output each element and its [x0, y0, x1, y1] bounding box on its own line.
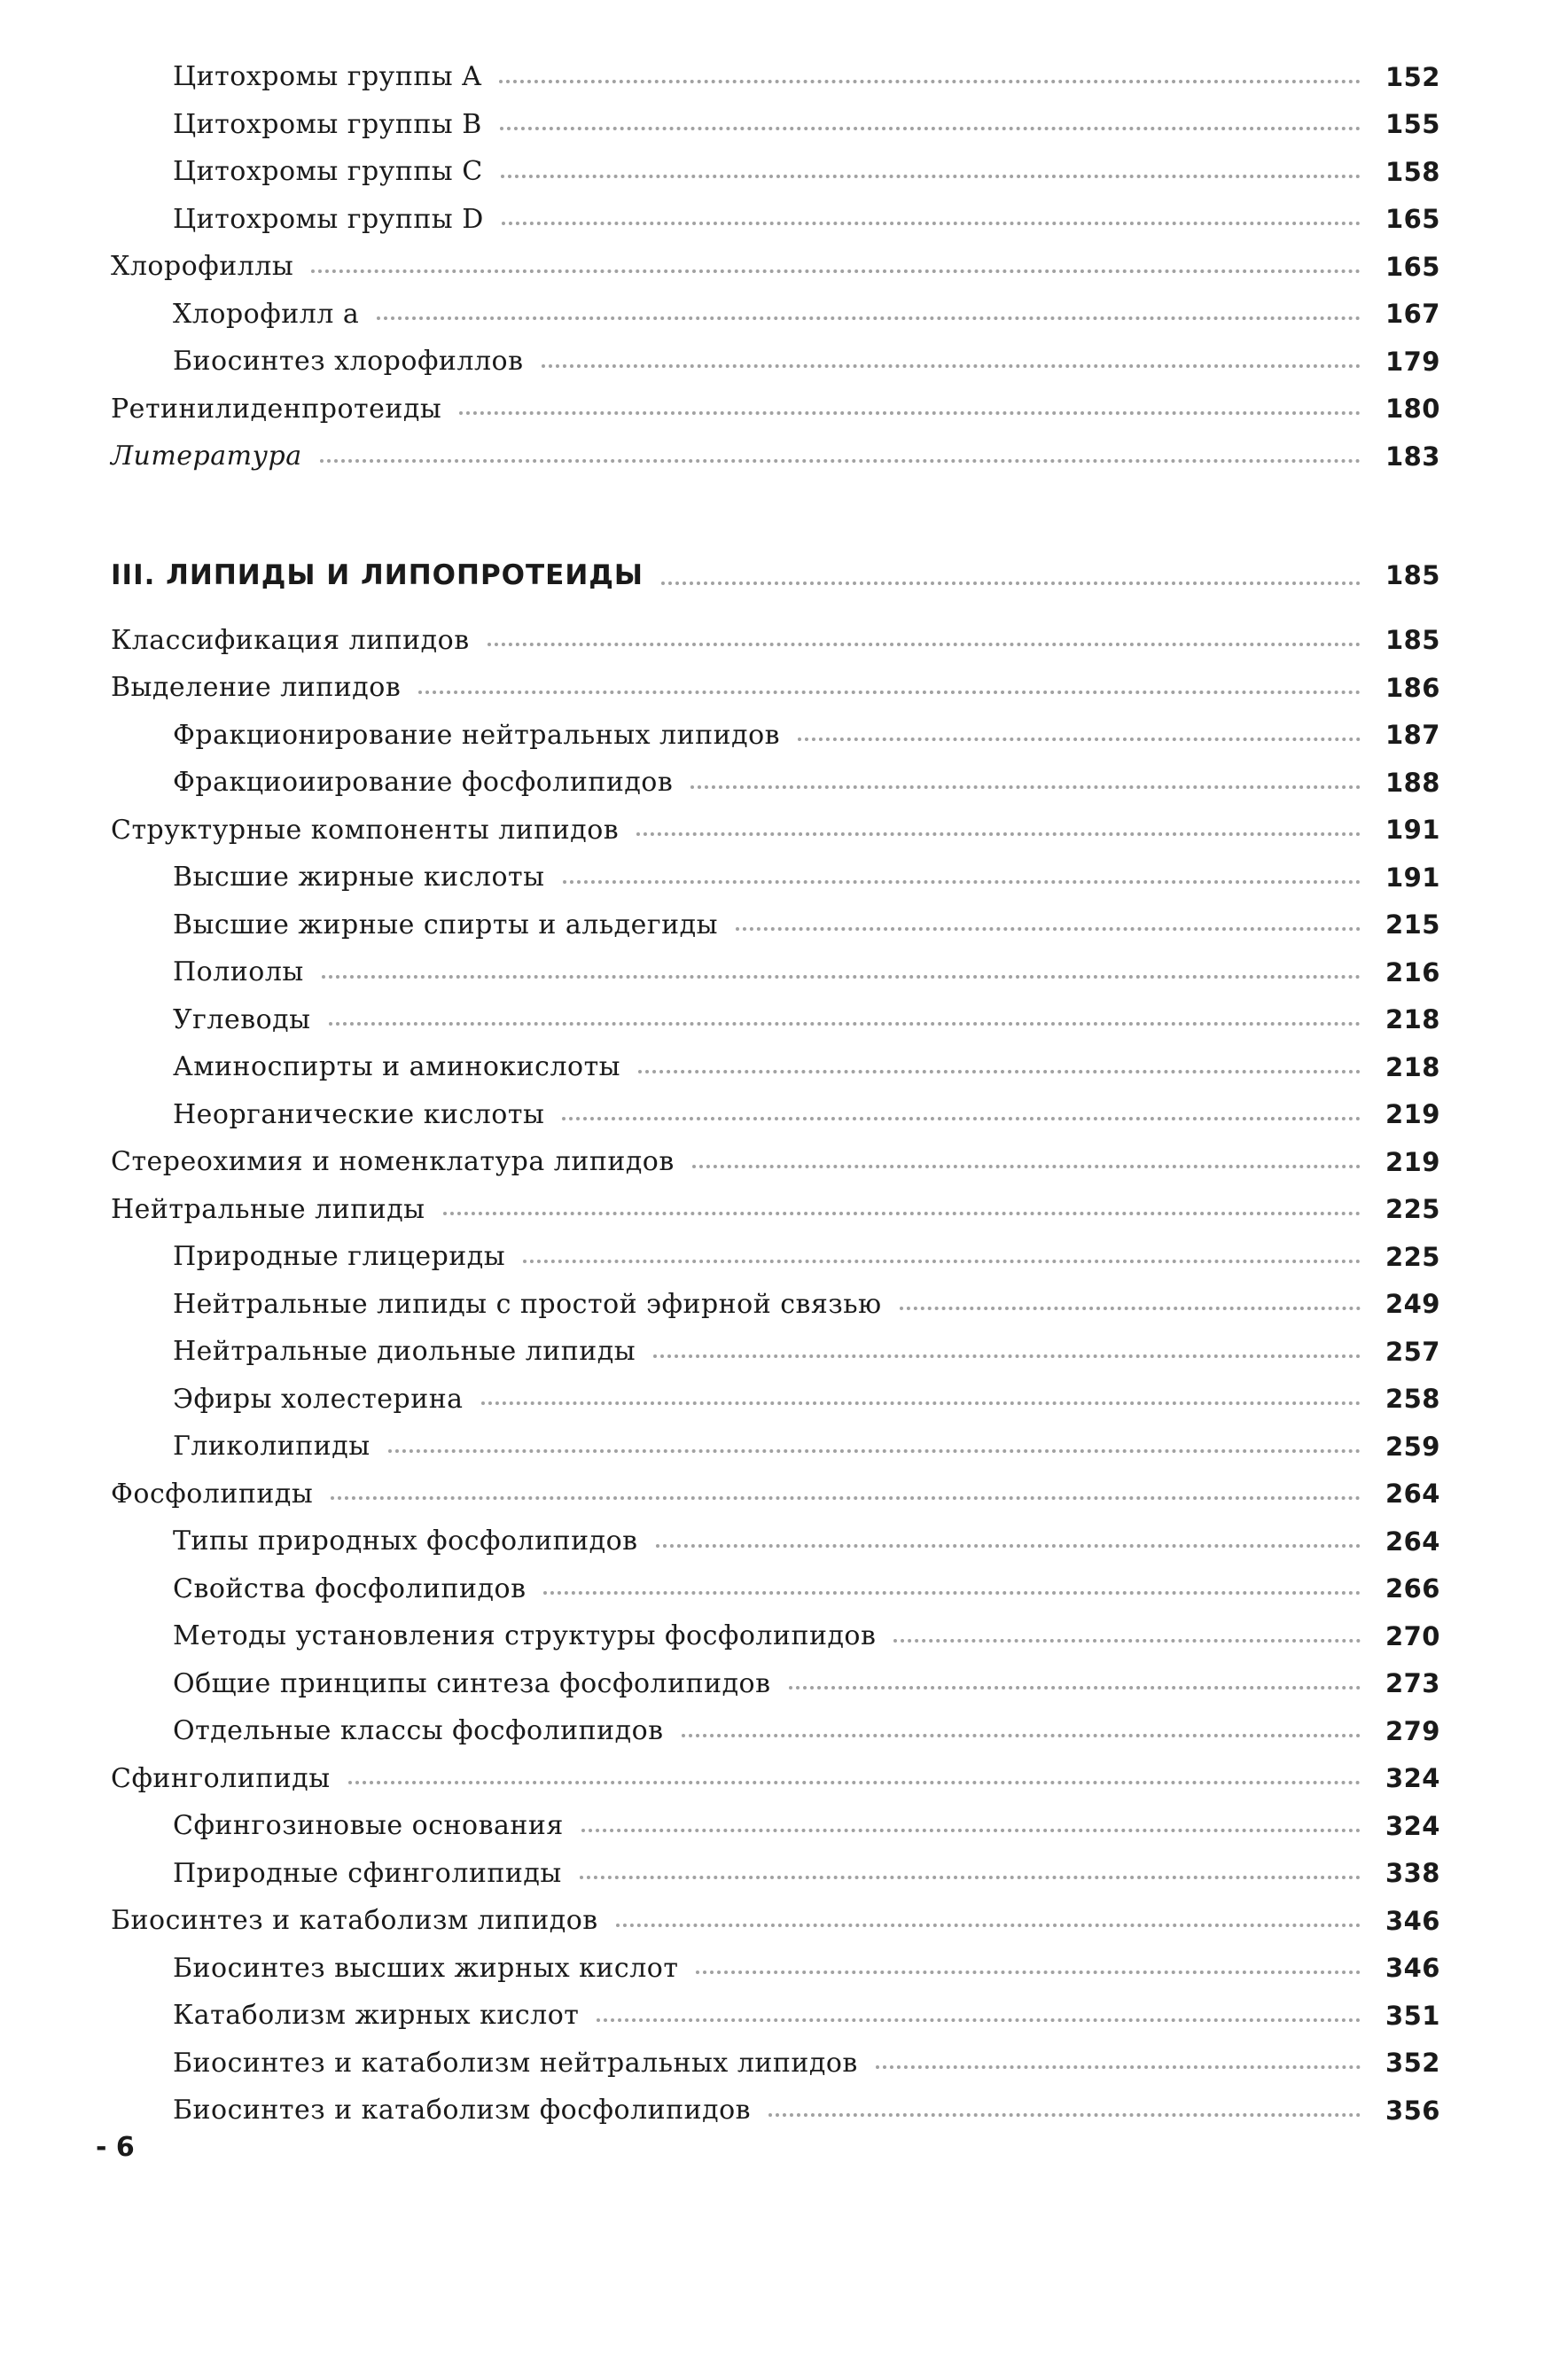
- toc-entry-page-number: 356: [1378, 2096, 1440, 2126]
- toc-entry: [111, 996, 1440, 1044]
- toc-entry-page-number: 338: [1378, 1858, 1440, 1888]
- dot-leader: [329, 1022, 1361, 1026]
- toc-entry: [111, 664, 1440, 712]
- dot-leader: [690, 785, 1361, 789]
- dot-leader: [900, 1307, 1361, 1310]
- toc-entry: [111, 1376, 1440, 1424]
- toc-entry-title: Стереохимия и номенклатура липидов: [111, 1146, 683, 1177]
- toc-entry: [111, 2040, 1440, 2088]
- chapter-title: III. ЛИПИДЫ И ЛИПОПРОТЕИДЫ: [111, 559, 652, 591]
- toc-entry: [111, 1186, 1440, 1234]
- toc-entry: [111, 2087, 1440, 2135]
- dot-leader: [692, 1165, 1361, 1168]
- dot-leader: [388, 1449, 1361, 1453]
- footer-page-number: 6: [115, 2132, 135, 2163]
- toc-entry: [111, 712, 1440, 760]
- toc-section-bottom: [111, 617, 1440, 2135]
- dot-leader: [502, 222, 1361, 225]
- toc-entry-page-number: 165: [1378, 204, 1440, 234]
- toc-entry-title: Ретинилиденпротеиды: [111, 394, 450, 425]
- toc-entry-title: Биосинтез и катаболизм нейтральных липидов: [173, 2048, 867, 2079]
- dot-leader: [636, 832, 1361, 836]
- toc-entry-title: Биосинтез и катаболизм липидов: [111, 1905, 607, 1936]
- toc-entry: [111, 1423, 1440, 1471]
- toc-entry: [111, 1043, 1440, 1091]
- dot-leader: [331, 1496, 1361, 1500]
- toc-entry-title: Цитохромы группы D: [173, 204, 493, 235]
- toc-entry-title: Гликолипиды: [173, 1431, 379, 1462]
- toc-entry-title: Катаболизм жирных кислот: [173, 2000, 588, 2031]
- toc-entry: [111, 1992, 1440, 2040]
- toc-entry-page-number: 179: [1378, 347, 1440, 377]
- toc-entry-title: Углеводы: [173, 1004, 320, 1035]
- toc-entry-title: Цитохромы группы B: [173, 109, 491, 140]
- toc-entry-page-number: 180: [1378, 394, 1440, 424]
- toc-entry-title: Природные глицериды: [173, 1241, 514, 1272]
- toc-entry-title: Цитохромы группы C: [173, 156, 492, 187]
- dot-leader: [311, 269, 1361, 273]
- dot-leader: [876, 2065, 1361, 2069]
- toc-entry-title: Хлорофилл a: [173, 299, 368, 330]
- toc-entry: [111, 1897, 1440, 1945]
- toc-entry-title: Свойства фосфолипидов: [173, 1573, 534, 1604]
- footer-dash: -: [96, 2132, 116, 2163]
- toc-entry-page-number: 266: [1378, 1573, 1440, 1604]
- toc-entry-page-number: 219: [1378, 1099, 1440, 1129]
- toc-entry-page-number: 216: [1378, 957, 1440, 987]
- toc-entry-title: Нейтральные липиды с простой эфирной связью: [173, 1289, 891, 1320]
- toc-entry-title: Высшие жирные кислоты: [173, 862, 554, 893]
- toc-entry: [111, 1281, 1440, 1329]
- toc-entry-page-number: 165: [1378, 252, 1440, 282]
- dot-leader: [320, 459, 1361, 463]
- toc-entry: [111, 291, 1440, 339]
- toc-entry-title: Отдельные классы фосфолипидов: [173, 1715, 673, 1746]
- toc-entry-page-number: 324: [1378, 1763, 1440, 1793]
- toc-entry-page-number: 167: [1378, 299, 1440, 329]
- toc-entry-title: Биосинтез высших жирных кислот: [173, 1953, 687, 1984]
- toc-entry-title: Нейтральные липиды: [111, 1194, 434, 1225]
- toc-entry: [111, 854, 1440, 901]
- toc-entry-page-number: 218: [1378, 1052, 1440, 1082]
- toc-entry: [111, 196, 1440, 244]
- dot-leader: [377, 316, 1361, 320]
- dot-leader: [893, 1639, 1361, 1643]
- toc-entry: [111, 1328, 1440, 1376]
- toc-entry-page-number: 351: [1378, 2001, 1440, 2031]
- toc-entry: [111, 1233, 1440, 1281]
- toc-entry-page-number: 264: [1378, 1479, 1440, 1509]
- toc-entry-page-number: 155: [1378, 109, 1440, 139]
- toc-entry: [111, 1802, 1440, 1850]
- toc-entry-title: Общие принципы синтеза фосфолипидов: [173, 1668, 780, 1699]
- toc-entry-page-number: 258: [1378, 1384, 1440, 1414]
- toc-entry-title: Фракционирование нейтральных липидов: [173, 720, 789, 751]
- toc-entry: [111, 148, 1440, 196]
- toc-entry: [111, 1850, 1440, 1898]
- toc-entry-page-number: 188: [1378, 768, 1440, 798]
- dot-leader: [580, 1876, 1361, 1879]
- section-gap: [111, 480, 1440, 548]
- toc-entry-page-number: 152: [1378, 62, 1440, 92]
- toc-entry-page-number: 259: [1378, 1432, 1440, 1462]
- table-of-contents: [111, 53, 1440, 2135]
- toc-entry-page-number: 183: [1378, 441, 1440, 472]
- toc-entry-title: Хлорофиллы: [111, 251, 302, 282]
- toc-entry-title: Нейтральные диольные липиды: [173, 1336, 644, 1367]
- toc-entry: [111, 1660, 1440, 1708]
- toc-entry-title: Биосинтез и катаболизм фосфолипидов: [173, 2095, 760, 2126]
- dot-leader: [543, 1591, 1361, 1595]
- toc-entry: [111, 1707, 1440, 1755]
- toc-section-top: [111, 53, 1440, 480]
- dot-leader: [500, 127, 1361, 130]
- dot-leader: [563, 880, 1361, 884]
- toc-entry-page-number: 185: [1378, 625, 1440, 655]
- toc-entry-title: Типы природных фосфолипидов: [173, 1526, 647, 1557]
- dot-leader: [542, 364, 1361, 368]
- page-footer: [96, 2132, 135, 2163]
- toc-entry-title: Фосфолипиды: [111, 1479, 322, 1510]
- toc-entry-title: Выделение липидов: [111, 672, 410, 703]
- toc-entry-title: Сфингозиновые основания: [173, 1810, 573, 1841]
- toc-entry-page-number: 257: [1378, 1337, 1440, 1367]
- toc-entry-title: Аминоспирты и аминокислоты: [173, 1051, 629, 1082]
- dot-leader: [562, 1117, 1361, 1120]
- toc-entry-page-number: 324: [1378, 1811, 1440, 1841]
- toc-entry-page-number: 225: [1378, 1194, 1440, 1224]
- dot-leader: [348, 1781, 1361, 1784]
- toc-entry: [111, 807, 1440, 855]
- toc-entry-page-number: 352: [1378, 2048, 1440, 2078]
- dot-leader: [459, 411, 1361, 415]
- toc-entry: [111, 243, 1440, 291]
- toc-entry-title: Биосинтез хлорофиллов: [173, 346, 533, 377]
- toc-entry-page-number: 218: [1378, 1004, 1440, 1034]
- toc-entry-page-number: 279: [1378, 1716, 1440, 1746]
- toc-entry: [111, 1091, 1440, 1139]
- dot-leader: [736, 927, 1361, 931]
- dot-leader: [443, 1212, 1361, 1215]
- toc-entry-title: Высшие жирные спирты и альдегиды: [173, 909, 727, 940]
- dot-leader: [581, 1829, 1361, 1832]
- toc-entry: [111, 433, 1440, 480]
- toc-entry-title: Методы установления структуры фосфолипидов: [173, 1620, 885, 1651]
- toc-entry-page-number: 191: [1378, 862, 1440, 893]
- dot-leader: [653, 1354, 1361, 1358]
- toc-entry: [111, 617, 1440, 665]
- dot-leader: [418, 691, 1361, 694]
- toc-entry: [111, 1518, 1440, 1565]
- dot-leader: [661, 581, 1361, 585]
- dot-leader: [501, 175, 1361, 178]
- section-gap: [111, 603, 1440, 617]
- dot-leader: [656, 1544, 1361, 1548]
- toc-entry: [111, 338, 1440, 386]
- toc-entry-title: Структурные компоненты липидов: [111, 815, 628, 846]
- toc-entry: [111, 759, 1440, 807]
- dot-leader: [322, 975, 1361, 979]
- dot-leader: [638, 1070, 1361, 1073]
- dot-leader: [616, 1924, 1361, 1927]
- toc-entry: [111, 53, 1440, 101]
- toc-entry-title: Природные сфинголипиды: [173, 1858, 571, 1889]
- toc-entry-page-number: 187: [1378, 720, 1440, 750]
- toc-entry-page-number: 219: [1378, 1147, 1440, 1177]
- toc-entry-title: Неорганические кислоты: [173, 1099, 553, 1130]
- toc-entry-title: Сфинголипиды: [111, 1763, 339, 1794]
- toc-entry-title: Эфиры холестерина: [173, 1384, 472, 1415]
- toc-entry-title: Полиолы: [173, 956, 313, 987]
- toc-entry: [111, 1755, 1440, 1803]
- toc-entry-page-number: 273: [1378, 1668, 1440, 1698]
- toc-entry-page-number: 215: [1378, 909, 1440, 940]
- dot-leader: [499, 80, 1361, 83]
- chapter-heading: [111, 548, 1440, 603]
- toc-entry: [111, 1612, 1440, 1660]
- toc-entry-page-number: 158: [1378, 157, 1440, 187]
- dot-leader: [789, 1686, 1361, 1690]
- toc-entry: [111, 1138, 1440, 1186]
- dot-leader: [798, 738, 1361, 741]
- dot-leader: [481, 1401, 1361, 1405]
- dot-leader: [488, 643, 1361, 646]
- toc-entry-page-number: 249: [1378, 1289, 1440, 1319]
- dot-leader: [597, 2018, 1361, 2022]
- toc-entry: [111, 1945, 1440, 1993]
- toc-entry-page-number: 186: [1378, 673, 1440, 703]
- dot-leader: [768, 2113, 1361, 2117]
- toc-entry-page-number: 270: [1378, 1621, 1440, 1651]
- toc-entry: [111, 1565, 1440, 1613]
- dot-leader: [696, 1971, 1361, 1974]
- toc-entry: [111, 1471, 1440, 1518]
- toc-entry: [111, 948, 1440, 996]
- toc-entry-page-number: 264: [1378, 1526, 1440, 1557]
- toc-entry-page-number: 225: [1378, 1242, 1440, 1272]
- toc-entry-title: Цитохромы группы A: [173, 61, 490, 92]
- toc-entry: [111, 386, 1440, 433]
- toc-entry-page-number: 346: [1378, 1953, 1440, 1983]
- toc-entry: [111, 901, 1440, 949]
- toc-entry: [111, 101, 1440, 149]
- chapter-page-number: 185: [1378, 560, 1440, 590]
- toc-entry-title: Литература: [111, 441, 311, 472]
- toc-entry-title: Классификация липидов: [111, 625, 479, 656]
- dot-leader: [682, 1734, 1361, 1737]
- toc-entry-title: Фракциоиирование фосфолипидов: [173, 767, 682, 798]
- dot-leader: [523, 1260, 1361, 1263]
- toc-entry-page-number: 346: [1378, 1906, 1440, 1936]
- toc-entry-page-number: 191: [1378, 815, 1440, 845]
